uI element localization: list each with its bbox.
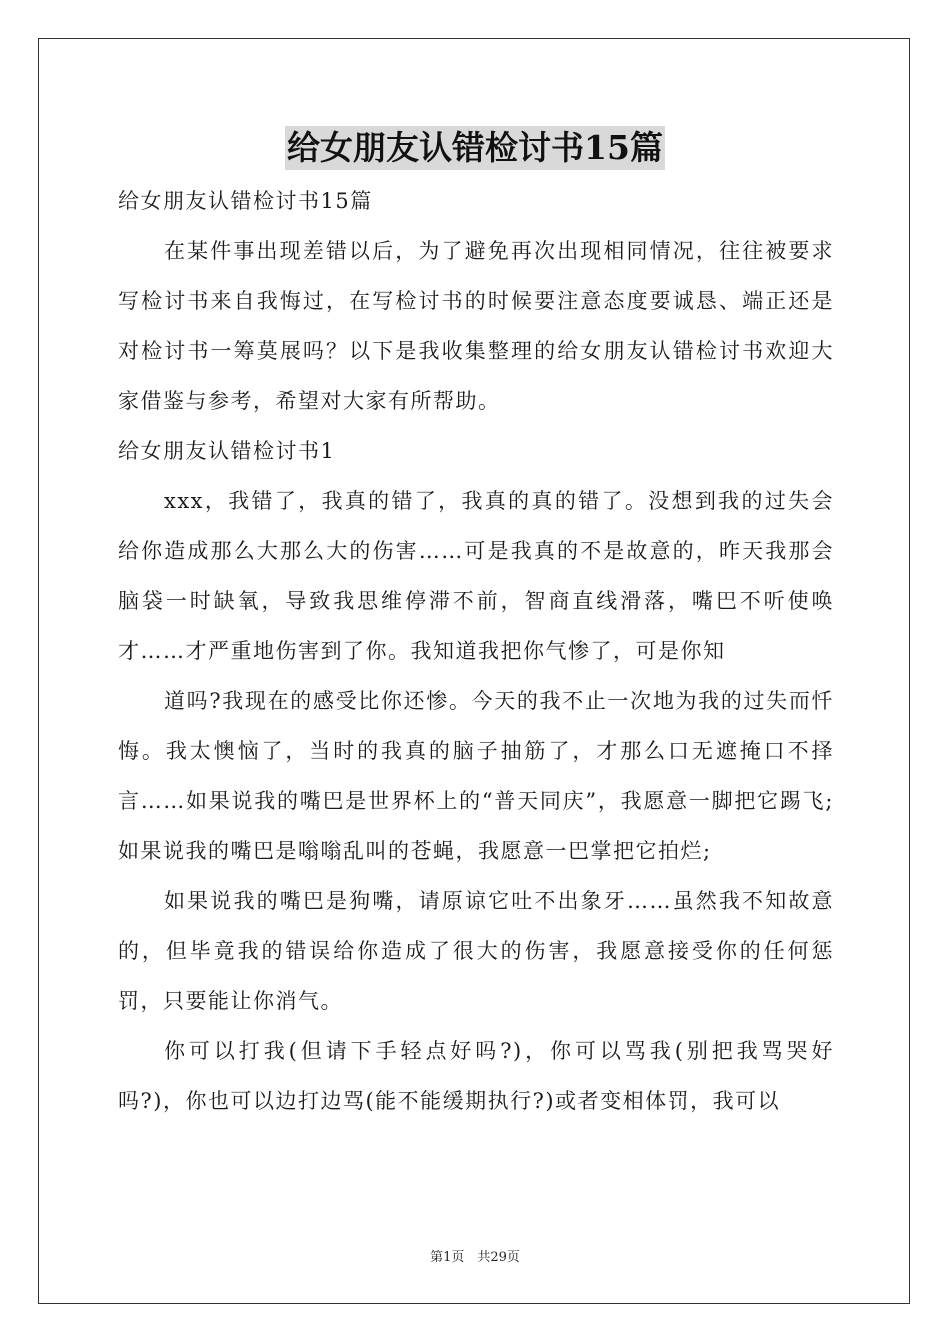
body-paragraph: xxx，我错了，我真的错了，我真的真的错了。没想到我的过失会给你造成那么大那么大的伤害……可是我真的不是故意的，昨天我那会脑袋一时缺氧，导致我思维停滞不前，智商直线滑落，嘴巴不听使唤才……才严重地伤害到了你。我知道我把你气惨了，可是你知	[118, 489, 834, 663]
body-paragraph: 道吗?我现在的感受比你还惨。今天的我不止一次地为我的过失而忏悔。我太懊恼了，当时的我真的脑子抽筋了，才那么口无遮掩口不择言……如果说我的嘴巴是世界杯上的“普天同庆”，我愿意一脚把它踢飞;如果说我的嘴巴是嗡嗡乱叫的苍蝇，我愿意一巴掌把它拍烂;	[118, 689, 834, 863]
intro-paragraph: 在某件事出现差错以后，为了避免再次出现相同情况，往往被要求写检讨书来自我悔过，在写检讨书的时候要注意态度要诚恳、端正还是对检讨书一筹莫展吗？以下是我收集整理的给女朋友认错检讨书欢迎大家借鉴与参考，希望对大家有所帮助。	[118, 239, 834, 413]
body-paragraph: 你可以打我(但请下手轻点好吗?)，你可以骂我(别把我骂哭好吗?)，你也可以边打边骂(能不能缓期执行?)或者变相体罚，我可以	[118, 1039, 834, 1113]
body-paragraph: 如果说我的嘴巴是狗嘴，请原谅它吐不出象牙……虽然我不知故意的，但毕竟我的错误给你造成了很大的伤害，我愿意接受你的任何惩罚，只要能让你消气。	[118, 889, 834, 1013]
document-title-text: 给女朋友认错检讨书15篇	[285, 126, 665, 170]
document-title	[0, 126, 950, 170]
document-body	[118, 176, 834, 1126]
subtitle-paragraph: 给女朋友认错检讨书15篇	[118, 189, 373, 213]
page-number-footer: 第1页 共29页	[430, 1250, 520, 1265]
section-heading: 给女朋友认错检讨书1	[118, 439, 336, 463]
